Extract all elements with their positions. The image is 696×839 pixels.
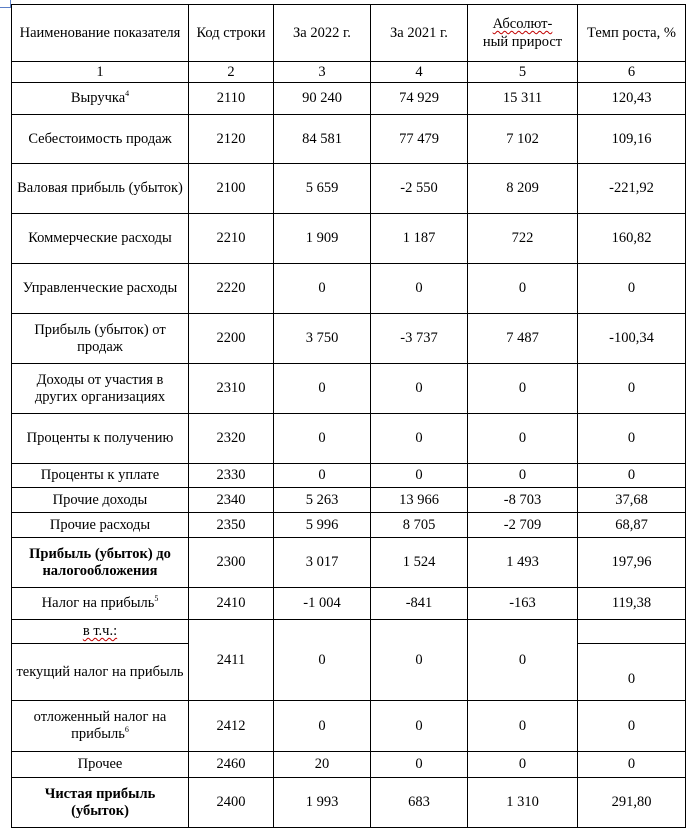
row-abs-growth: -163 <box>468 588 578 620</box>
row-code: 2460 <box>189 752 274 778</box>
row-name: Доходы от участия в других организациях <box>12 364 189 414</box>
row-code: 2340 <box>189 488 274 513</box>
row-value-2021: 8 705 <box>371 513 468 538</box>
financial-results-table <box>11 4 686 828</box>
row-growth-rate: 109,16 <box>578 115 686 164</box>
table-row <box>12 620 686 644</box>
row-value-2022: 0 <box>274 264 371 314</box>
row-abs-growth: 0 <box>468 464 578 488</box>
row-abs-growth: 722 <box>468 214 578 264</box>
row-name: Прочие расходы <box>12 513 189 538</box>
table-row <box>12 701 686 752</box>
row-name: Себестоимость продаж <box>12 115 189 164</box>
row-growth-rate: 120,43 <box>578 83 686 115</box>
footnote-ref: 6 <box>124 725 129 735</box>
row-name: Управленческие расходы <box>12 264 189 314</box>
row-name: Валовая прибыль (убыток) <box>12 164 189 214</box>
row-growth-rate: 0 <box>578 414 686 464</box>
row-value-2021: 0 <box>371 701 468 752</box>
row-value-2021: -841 <box>371 588 468 620</box>
row-value-2021: 0 <box>371 752 468 778</box>
row-value-2021: 13 966 <box>371 488 468 513</box>
row-growth-rate: 291,80 <box>578 778 686 828</box>
header-2021: За 2021 г. <box>371 5 468 62</box>
row-name: Чистая прибыль (убыток) <box>12 778 189 828</box>
row-code: 2412 <box>189 701 274 752</box>
row-growth-rate: 37,68 <box>578 488 686 513</box>
footnote-ref: 5 <box>154 594 159 604</box>
table-row <box>12 588 686 620</box>
row-growth-rate: 0 <box>578 752 686 778</box>
table-row <box>12 115 686 164</box>
row-code: 2110 <box>189 83 274 115</box>
table-row <box>12 214 686 264</box>
row-code: 2411 <box>189 620 274 701</box>
col-number: 2 <box>189 62 274 83</box>
table-row <box>12 778 686 828</box>
row-value-2021: -2 550 <box>371 164 468 214</box>
row-name: Коммерческие расходы <box>12 214 189 264</box>
row-value-2021: 0 <box>371 620 468 701</box>
table-row <box>12 364 686 414</box>
row-name-intro: в т.ч.: <box>12 620 189 644</box>
row-abs-growth: 7 487 <box>468 314 578 364</box>
row-name: Прочее <box>12 752 189 778</box>
row-growth-rate: 0 <box>578 464 686 488</box>
col-number: 4 <box>371 62 468 83</box>
row-value-2022: 90 240 <box>274 83 371 115</box>
row-code: 2300 <box>189 538 274 588</box>
row-code: 2100 <box>189 164 274 214</box>
row-name: отложенный налог на прибыль$^6$ <box>12 701 189 752</box>
row-value-2021: 683 <box>371 778 468 828</box>
row-name: Прибыль (убыток) до налогообложения <box>12 538 189 588</box>
header-code: Код строки <box>189 5 274 62</box>
table-row <box>12 464 686 488</box>
row-value-2021: 77 479 <box>371 115 468 164</box>
table-row <box>12 83 686 115</box>
row-code: 2320 <box>189 414 274 464</box>
header-abs <box>468 5 578 62</box>
row-code: 2400 <box>189 778 274 828</box>
row-abs-growth: 0 <box>468 620 578 701</box>
header-rate: Темп роста, % <box>578 5 686 62</box>
numbering-row <box>12 62 686 83</box>
row-abs-growth: 0 <box>468 364 578 414</box>
row-code: 2410 <box>189 588 274 620</box>
row-growth-rate: 119,38 <box>578 588 686 620</box>
row-value-2021: 1 524 <box>371 538 468 588</box>
row-code: 2350 <box>189 513 274 538</box>
table-row <box>12 414 686 464</box>
row-growth-rate: 0 <box>578 364 686 414</box>
row-abs-growth: 0 <box>468 752 578 778</box>
table-anchor-icon <box>0 0 11 8</box>
row-value-2022: 3 017 <box>274 538 371 588</box>
row-abs-growth: 8 209 <box>468 164 578 214</box>
row-code: 2330 <box>189 464 274 488</box>
table-row <box>12 164 686 214</box>
col-number: 5 <box>468 62 578 83</box>
col-number: 3 <box>274 62 371 83</box>
table-row <box>12 538 686 588</box>
row-growth-rate: 68,87 <box>578 513 686 538</box>
row-value-2021: 74 929 <box>371 83 468 115</box>
row-growth-rate: 197,96 <box>578 538 686 588</box>
table-header-row <box>12 5 686 62</box>
table-row <box>12 488 686 513</box>
row-code: 2200 <box>189 314 274 364</box>
footnote-ref: 4 <box>125 89 130 99</box>
col-number: 6 <box>578 62 686 83</box>
row-name: Выручка$^4$ <box>12 83 189 115</box>
row-name: Прибыль (убыток) от продаж <box>12 314 189 364</box>
row-growth-rate: 0 <box>578 644 686 701</box>
row-code: 2120 <box>189 115 274 164</box>
header-abs-part2: ный прирост <box>482 34 563 50</box>
row-value-2022: 1 993 <box>274 778 371 828</box>
row-value-2022: 1 909 <box>274 214 371 264</box>
row-value-2022: 0 <box>274 620 371 701</box>
row-value-2021: -3 737 <box>371 314 468 364</box>
row-value-2021: 1 187 <box>371 214 468 264</box>
row-value-2022: 0 <box>274 414 371 464</box>
row-name: Налог на прибыль$^5$ <box>12 588 189 620</box>
row-abs-growth: 0 <box>468 264 578 314</box>
row-growth-rate: 0 <box>578 701 686 752</box>
row-value-2022: 20 <box>274 752 371 778</box>
row-code: 2210 <box>189 214 274 264</box>
row-value-2022: 0 <box>274 464 371 488</box>
row-abs-growth: 0 <box>468 701 578 752</box>
row-value-2021: 0 <box>371 264 468 314</box>
row-name: Проценты к уплате <box>12 464 189 488</box>
row-value-2021: 0 <box>371 464 468 488</box>
row-value-2022: 0 <box>274 364 371 414</box>
row-abs-growth: 0 <box>468 414 578 464</box>
row-value-2022: 0 <box>274 701 371 752</box>
row-abs-growth: 1 310 <box>468 778 578 828</box>
row-abs-growth: 1 493 <box>468 538 578 588</box>
row-value-2022: -1 004 <box>274 588 371 620</box>
row-abs-growth: 7 102 <box>468 115 578 164</box>
row-value-2021: 0 <box>371 414 468 464</box>
table-row <box>12 513 686 538</box>
header-name: Наименование показателя <box>12 5 189 62</box>
row-value-2022: 5 659 <box>274 164 371 214</box>
row-name: текущий налог на прибыль <box>12 644 189 701</box>
header-2022: За 2022 г. <box>274 5 371 62</box>
row-growth-rate: 160,82 <box>578 214 686 264</box>
table-row <box>12 314 686 364</box>
row-value-2022: 3 750 <box>274 314 371 364</box>
row-code: 2310 <box>189 364 274 414</box>
row-code: 2220 <box>189 264 274 314</box>
row-abs-growth: -8 703 <box>468 488 578 513</box>
table-row <box>12 752 686 778</box>
row-value-2022: 5 996 <box>274 513 371 538</box>
row-name: Проценты к получению <box>12 414 189 464</box>
row-abs-growth: -2 709 <box>468 513 578 538</box>
row-growth-rate: -221,92 <box>578 164 686 214</box>
row-growth-rate: 0 <box>578 264 686 314</box>
row-value-2022: 5 263 <box>274 488 371 513</box>
row-value-2021: 0 <box>371 364 468 414</box>
row-name: Прочие доходы <box>12 488 189 513</box>
row-growth-rate: -100,34 <box>578 314 686 364</box>
row-rate-blank <box>578 620 686 644</box>
table-row <box>12 264 686 314</box>
row-abs-growth: 15 311 <box>468 83 578 115</box>
col-number: 1 <box>12 62 189 83</box>
header-abs-part1: Абсолют- <box>492 16 553 32</box>
row-value-2022: 84 581 <box>274 115 371 164</box>
